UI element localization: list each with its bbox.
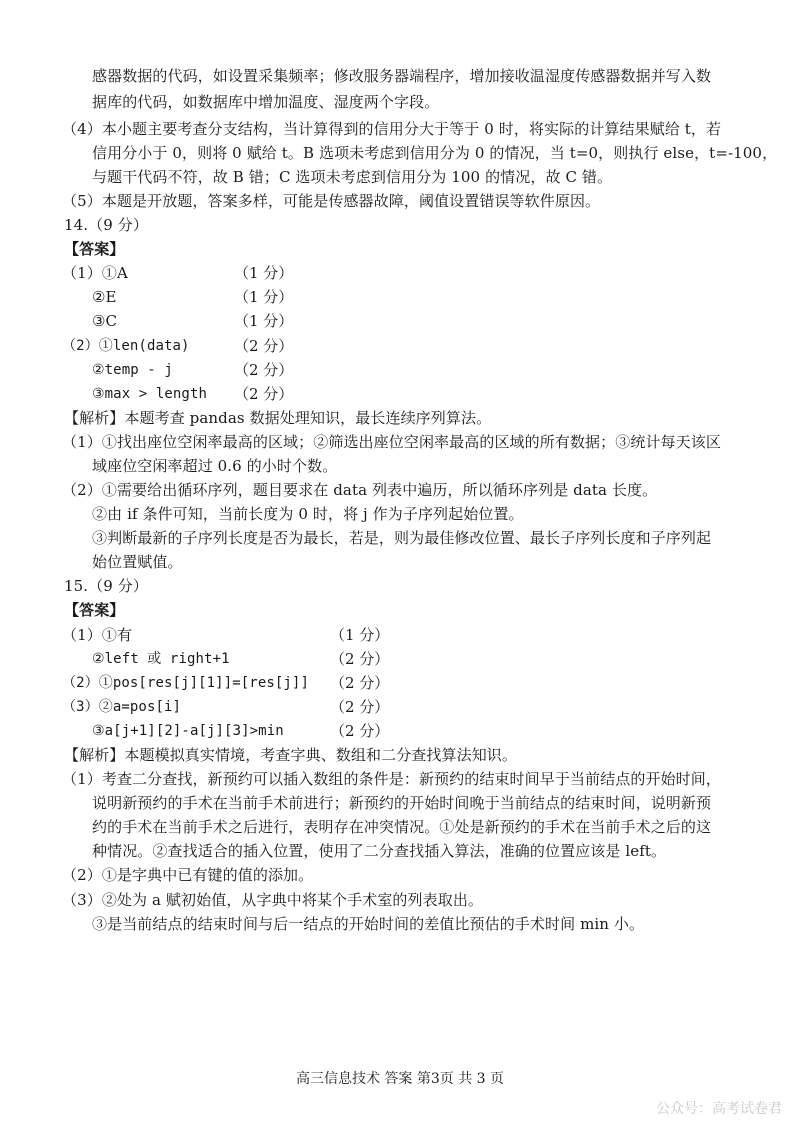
answer-item: ③C [92, 312, 118, 330]
score-label: （1 分） [234, 312, 294, 330]
score-label: （2 分） [234, 361, 294, 379]
score-label: （2 分） [234, 385, 294, 403]
answer-heading: 【答案】 [64, 240, 125, 258]
score-label: （2 分） [330, 650, 390, 668]
score-label: （1 分） [234, 288, 294, 306]
analysis-line: （2）①是字典中已有键的值的添加。 [62, 866, 314, 884]
page-footer: 高三信息技术 答案 第3页 共 3 页 [295, 1071, 505, 1087]
text-line: 信用分小于 0，则将 0 赋给 t。B 选项未考虑到信用分为 0 的情况，当 t=0，则执行 else，t=-100， [92, 144, 778, 162]
text-line: （4）本小题主要考查分支结构，当计算得到的信用分大于等于 0 时，将实际的计算结果赋给 t，若 [62, 120, 722, 138]
score-label: （1 分） [234, 264, 294, 282]
answer-item: ③max > length [92, 386, 207, 402]
answer-item: （1）①有 [62, 626, 133, 644]
question-15-heading: 15.（9 分） [64, 577, 148, 595]
analysis-line: 种情况。②查找适合的插入位置，使用了二分查找插入算法，准确的位置应该是 left。 [92, 842, 667, 860]
analysis-line: ③判断最新的子序列长度是否为最长，若是，则为最佳修改位置、最长子序列长度和子序列起 [92, 529, 712, 547]
answer-item: （1）①A [62, 264, 128, 282]
answer-item: ②E [92, 288, 117, 306]
score-label: （2 分） [330, 722, 390, 740]
answer-heading: 【答案】 [64, 601, 125, 619]
answer-item: ②left 或 right+1 [92, 651, 230, 667]
analysis-line: 始位置赋值。 [92, 553, 183, 571]
answer-item: （2）①pos[res[j][1]]=[res[j]] [62, 675, 309, 691]
analysis-line: （2）①需要给出循环序列，题目要求在 data 列表中遍历，所以循环序列是 data 长度。 [62, 481, 658, 499]
score-label: （2 分） [330, 698, 390, 716]
analysis-line: 说明新预约的手术在当前手术前进行；新预约的开始时间晚于当前结点的结束时间，说明新预 [92, 794, 712, 812]
text-line: 与题干代码不符，故 B 错；C 选项未考虑到信用分为 100 的情况，故 C 错。 [92, 168, 613, 186]
analysis-line: （1）①找出座位空闲率最高的区域；②筛选出座位空闲率最高的区域的所有数据；③统计每天该区 [62, 433, 721, 451]
analysis-line: 域座位空闲率超过 0.6 的小时个数。 [92, 457, 338, 475]
answer-item: （3）②a=pos[i] [62, 699, 182, 715]
analysis-line: ②由 if 条件可知，当前长度为 0 时，将 j 作为子序列起始位置。 [92, 505, 524, 523]
analysis-heading: 【解析】本题模拟真实情境，考查字典、数组和二分查找算法知识。 [64, 746, 518, 764]
analysis-line: （1）考查二分查找，新预约可以插入数组的条件是：新预约的结束时间早于当前结点的开始时间， [62, 770, 721, 788]
text-line: （5）本题是开放题，答案多样，可能是传感器故障，阈值设置错误等软件原因。 [62, 192, 601, 210]
score-label: （2 分） [234, 337, 294, 355]
analysis-line: ③是当前结点的结束时间与后一结点的开始时间的差值比预估的手术时间 min 小。 [92, 915, 645, 933]
question-14-heading: 14.（9 分） [64, 216, 148, 234]
analysis-line: （3）②处为 a 赋初始值，从字典中将某个手术室的列表取出。 [62, 891, 484, 909]
answer-item: （2）①len(data) [62, 338, 190, 354]
text-line: 感器数据的代码，如设置采集频率；修改服务器端程序，增加接收温湿度传感器数据并写入数 [92, 67, 712, 85]
analysis-heading: 【解析】本题考查 pandas 数据处理知识，最长连续序列算法。 [64, 409, 492, 427]
text-line: 据库的代码，如数据库中增加温度、湿度两个字段。 [92, 93, 440, 111]
watermark: 公众号：高考试卷君 [656, 1101, 782, 1117]
answer-item: ③a[j+1][2]-a[j][3]>min [92, 723, 284, 739]
score-label: （2 分） [330, 674, 390, 692]
answer-item: ②temp - j [92, 362, 173, 378]
score-label: （1 分） [330, 626, 390, 644]
analysis-line: 约的手术在当前手术之后进行，表明存在冲突情况。①处是新预约的手术在当前手术之后的这 [92, 818, 712, 836]
